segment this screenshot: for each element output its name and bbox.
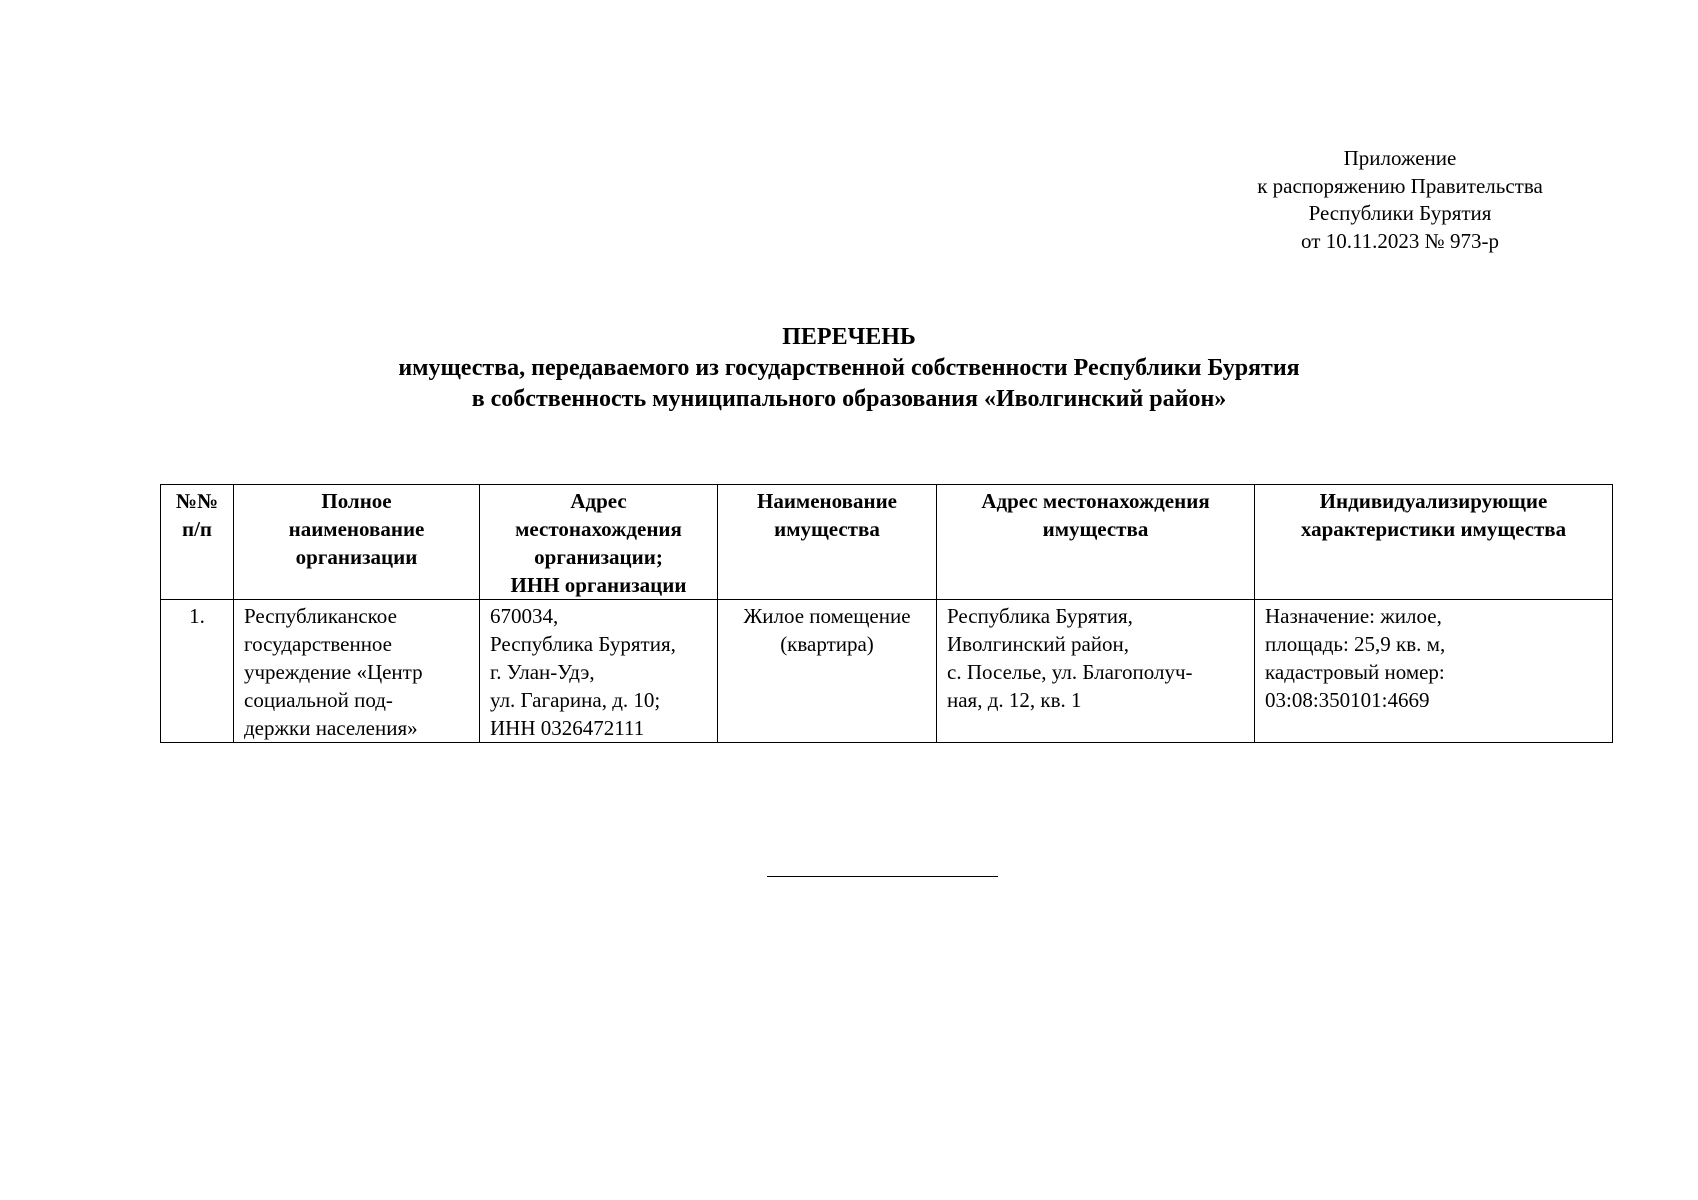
table-header-row (161, 485, 1613, 600)
appendix-date-number: от 10.11.2023 № 973-р (1301, 228, 1499, 253)
header-property-name: Наименование имущества (718, 485, 937, 600)
header-number: №№ п/п (161, 485, 234, 600)
appendix-order-ref: к распоряжению Правительства (1257, 173, 1543, 198)
cell-number: 1. (161, 600, 234, 743)
title-line-3: в собственность муниципального образования «Иволгинский район» (471, 386, 1227, 412)
property-table (160, 484, 1613, 743)
closing-divider (767, 876, 998, 877)
cell-property-name: Жилое помещение (квартира) (718, 600, 937, 743)
document-title (0, 322, 1698, 415)
header-characteristics: Индивидуализирующие характеристики имущества (1255, 485, 1613, 600)
header-org-address: Адрес местонахождения организации; ИНН организации (480, 485, 718, 600)
appendix-block (1200, 145, 1600, 255)
cell-organization: Республиканское государственное учреждение «Центр социальной под- держки населения» (234, 600, 480, 743)
table-row (161, 600, 1613, 743)
cell-property-address: Республика Бурятия, Иволгинский район, с. Поселье, ул. Благополуч- ная, д. 12, кв. 1 (937, 600, 1255, 743)
cell-characteristics: Назначение: жилое, площадь: 25,9 кв. м, кадастровый номер: 03:08:350101:4669 (1255, 600, 1613, 743)
appendix-label: Приложение (1343, 146, 1457, 170)
appendix-republic: Республики Бурятия (1308, 201, 1492, 225)
title-main: ПЕРЕЧЕНЬ (782, 324, 916, 350)
cell-org-address: 670034, Республика Бурятия, г. Улан-Удэ, ул. Гагарина, д. 10; ИНН 0326472111 (480, 600, 718, 743)
title-line-2: имущества, передаваемого из государственной собственности Республики Бурятия (398, 355, 1300, 381)
header-organization: Полное наименование организации (234, 485, 480, 600)
header-property-address: Адрес местонахождения имущества (937, 485, 1255, 600)
